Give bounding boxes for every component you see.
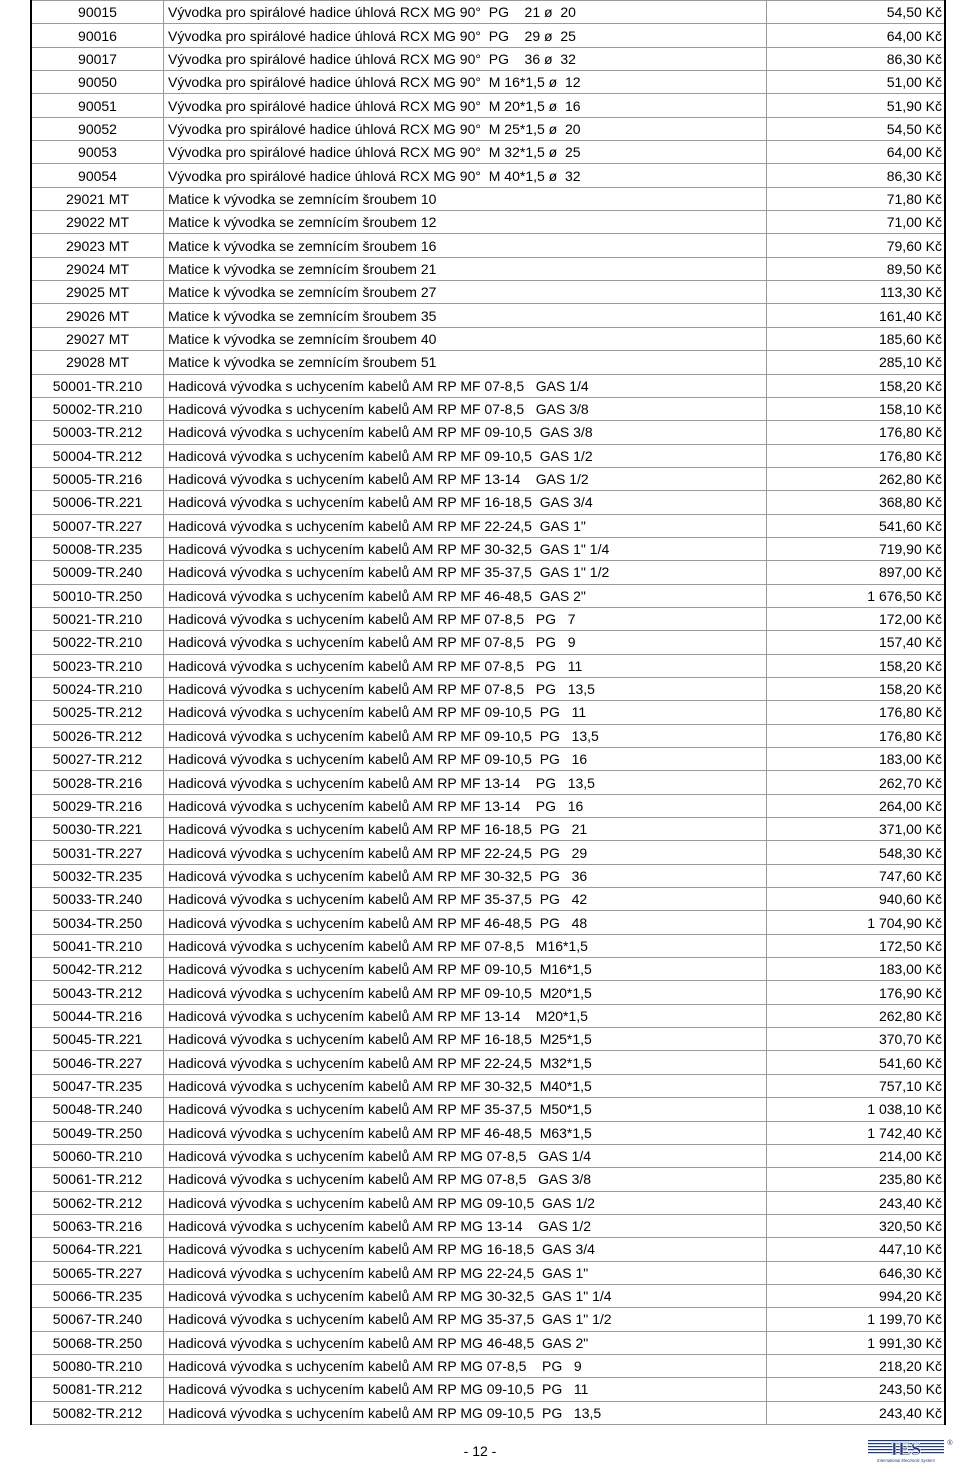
product-description: Hadicová vývodka s uchycením kabelů AM RP MF 13-14 PG 16 [164, 794, 767, 817]
product-code: 29021 MT [31, 187, 164, 210]
product-description: Hadicová vývodka s uchycením kabelů AM RP MF 35-37,5 GAS 1" 1/2 [164, 561, 767, 584]
product-description: Hadicová vývodka s uchycením kabelů AM RP MF 07-8,5 GAS 3/8 [164, 397, 767, 420]
product-description: Hadicová vývodka s uchycením kabelů AM RP MG 07-8,5 GAS 1/4 [164, 1144, 767, 1167]
product-description: Hadicová vývodka s uchycením kabelů AM RP MG 09-10,5 PG 13,5 [164, 1401, 767, 1424]
product-description: Hadicová vývodka s uchycením kabelů AM RP MF 07-8,5 M16*1,5 [164, 934, 767, 957]
product-code: 50060-TR.210 [31, 1144, 164, 1167]
product-code: 50029-TR.216 [31, 794, 164, 817]
product-description: Hadicová vývodka s uchycením kabelů AM RP MF 46-48,5 M63*1,5 [164, 1121, 767, 1144]
product-description: Hadicová vývodka s uchycením kabelů AM RP MF 09-10,5 M20*1,5 [164, 981, 767, 1004]
product-price: 71,00 Kč [767, 211, 946, 234]
product-code: 90053 [31, 141, 164, 164]
product-description: Hadicová vývodka s uchycením kabelů AM RP MF 07-8,5 PG 13,5 [164, 677, 767, 700]
product-code: 50047-TR.235 [31, 1074, 164, 1097]
logo-registered-mark: ® [947, 1440, 953, 1447]
ies-logo-icon [868, 1437, 954, 1463]
product-description: Vývodka pro spirálové hadice úhlová RCX MG 90° M 16*1,5 ø 12 [164, 71, 767, 94]
table-row [31, 537, 945, 560]
table-row [31, 1004, 945, 1027]
table-row [31, 981, 945, 1004]
product-description: Vývodka pro spirálové hadice úhlová RCX MG 90° M 25*1,5 ø 20 [164, 117, 767, 140]
product-code: 29022 MT [31, 211, 164, 234]
product-description: Hadicová vývodka s uchycením kabelů AM RP MG 07-8,5 PG 9 [164, 1354, 767, 1377]
table-row [31, 1308, 945, 1331]
table-row [31, 444, 945, 467]
product-code: 50024-TR.210 [31, 677, 164, 700]
product-price: 158,20 Kč [767, 374, 946, 397]
product-code: 29025 MT [31, 281, 164, 304]
product-description: Hadicová vývodka s uchycením kabelů AM RP MF 13-14 M20*1,5 [164, 1004, 767, 1027]
product-price: 243,50 Kč [767, 1378, 946, 1401]
table-row [31, 1401, 945, 1424]
product-description: Hadicová vývodka s uchycením kabelů AM RP MG 09-10,5 GAS 1/2 [164, 1191, 767, 1214]
price-table [30, 0, 946, 1425]
product-description: Matice k vývodka se zemnícím šroubem 51 [164, 351, 767, 374]
product-price: 176,90 Kč [767, 981, 946, 1004]
table-row [31, 818, 945, 841]
product-description: Hadicová vývodka s uchycením kabelů AM RP MF 07-8,5 PG 7 [164, 607, 767, 630]
table-row [31, 584, 945, 607]
product-price: 183,00 Kč [767, 748, 946, 771]
table-row [31, 561, 945, 584]
product-price: 64,00 Kč [767, 24, 946, 47]
product-code: 50066-TR.235 [31, 1284, 164, 1307]
product-price: 285,10 Kč [767, 351, 946, 374]
product-code: 50026-TR.212 [31, 724, 164, 747]
company-logo [868, 1437, 954, 1463]
table-row [31, 1354, 945, 1377]
product-code: 50031-TR.227 [31, 841, 164, 864]
product-description: Matice k vývodka se zemnícím šroubem 12 [164, 211, 767, 234]
product-price: 176,80 Kč [767, 421, 946, 444]
product-price: 1 676,50 Kč [767, 584, 946, 607]
product-price: 262,80 Kč [767, 1004, 946, 1027]
product-description: Hadicová vývodka s uchycením kabelů AM RP MG 46-48,5 GAS 2" [164, 1331, 767, 1354]
table-row [31, 1261, 945, 1284]
product-code: 50003-TR.212 [31, 421, 164, 444]
product-description: Hadicová vývodka s uchycením kabelů AM RP MF 35-37,5 PG 42 [164, 888, 767, 911]
product-price: 897,00 Kč [767, 561, 946, 584]
table-row [31, 1238, 945, 1261]
product-price: 1 038,10 Kč [767, 1098, 946, 1121]
product-price: 183,00 Kč [767, 958, 946, 981]
product-code: 50027-TR.212 [31, 748, 164, 771]
product-price: 113,30 Kč [767, 281, 946, 304]
product-code: 50005-TR.216 [31, 467, 164, 490]
table-row [31, 491, 945, 514]
product-code: 50043-TR.212 [31, 981, 164, 1004]
product-description: Hadicová vývodka s uchycením kabelů AM RP MF 09-10,5 GAS 1/2 [164, 444, 767, 467]
table-row [31, 864, 945, 887]
product-description: Hadicová vývodka s uchycením kabelů AM RP MF 30-32,5 GAS 1" 1/4 [164, 537, 767, 560]
product-description: Hadicová vývodka s uchycením kabelů AM RP MF 22-24,5 GAS 1" [164, 514, 767, 537]
table-row [31, 888, 945, 911]
product-code: 50045-TR.221 [31, 1028, 164, 1051]
product-description: Matice k vývodka se zemnícím šroubem 27 [164, 281, 767, 304]
table-row [31, 631, 945, 654]
table-row [31, 607, 945, 630]
product-price: 1 199,70 Kč [767, 1308, 946, 1331]
table-row [31, 748, 945, 771]
table-row [31, 117, 945, 140]
table-row [31, 514, 945, 537]
product-price: 51,00 Kč [767, 71, 946, 94]
product-code: 50025-TR.212 [31, 701, 164, 724]
product-description: Hadicová vývodka s uchycením kabelů AM RP MF 16-18,5 GAS 3/4 [164, 491, 767, 514]
product-description: Matice k vývodka se zemnícím šroubem 40 [164, 327, 767, 350]
table-row [31, 187, 945, 210]
table-row [31, 1378, 945, 1401]
product-description: Hadicová vývodka s uchycením kabelů AM RP MG 09-10,5 PG 11 [164, 1378, 767, 1401]
table-row [31, 141, 945, 164]
table-row [31, 1074, 945, 1097]
product-price: 158,20 Kč [767, 654, 946, 677]
product-description: Matice k vývodka se zemnícím šroubem 35 [164, 304, 767, 327]
product-price: 548,30 Kč [767, 841, 946, 864]
product-description: Hadicová vývodka s uchycením kabelů AM RP MF 13-14 GAS 1/2 [164, 467, 767, 490]
product-price: 371,00 Kč [767, 818, 946, 841]
product-price: 158,10 Kč [767, 397, 946, 420]
table-row [31, 934, 945, 957]
product-price: 940,60 Kč [767, 888, 946, 911]
price-table-body [31, 1, 945, 1425]
product-description: Hadicová vývodka s uchycením kabelů AM RP MF 07-8,5 PG 9 [164, 631, 767, 654]
product-description: Hadicová vývodka s uchycením kabelů AM RP MF 35-37,5 M50*1,5 [164, 1098, 767, 1121]
table-row [31, 94, 945, 117]
product-code: 29028 MT [31, 351, 164, 374]
table-row [31, 911, 945, 934]
table-row [31, 1191, 945, 1214]
product-code: 29026 MT [31, 304, 164, 327]
product-description: Hadicová vývodka s uchycením kabelů AM RP MF 16-18,5 M25*1,5 [164, 1028, 767, 1051]
product-price: 1 742,40 Kč [767, 1121, 946, 1144]
product-code: 50008-TR.235 [31, 537, 164, 560]
product-description: Hadicová vývodka s uchycením kabelů AM RP MF 09-10,5 PG 16 [164, 748, 767, 771]
product-code: 50021-TR.210 [31, 607, 164, 630]
table-row [31, 701, 945, 724]
table-row [31, 794, 945, 817]
product-description: Vývodka pro spirálové hadice úhlová RCX MG 90° PG 21 ø 20 [164, 1, 767, 24]
product-price: 994,20 Kč [767, 1284, 946, 1307]
product-description: Hadicová vývodka s uchycením kabelů AM RP MF 07-8,5 PG 11 [164, 654, 767, 677]
product-price: 243,40 Kč [767, 1191, 946, 1214]
product-code: 50034-TR.250 [31, 911, 164, 934]
product-description: Hadicová vývodka s uchycením kabelů AM RP MF 22-24,5 PG 29 [164, 841, 767, 864]
table-row [31, 1144, 945, 1167]
product-description: Hadicová vývodka s uchycením kabelů AM RP MF 09-10,5 M16*1,5 [164, 958, 767, 981]
product-code: 90050 [31, 71, 164, 94]
product-description: Vývodka pro spirálové hadice úhlová RCX MG 90° PG 36 ø 32 [164, 47, 767, 70]
product-price: 320,50 Kč [767, 1214, 946, 1237]
product-description: Hadicová vývodka s uchycením kabelů AM RP MG 35-37,5 GAS 1" 1/2 [164, 1308, 767, 1331]
logo-subtitle: International Electronic System [877, 1458, 935, 1463]
table-row [31, 281, 945, 304]
table-row [31, 841, 945, 864]
product-code: 50023-TR.210 [31, 654, 164, 677]
product-code: 50062-TR.212 [31, 1191, 164, 1214]
table-row [31, 677, 945, 700]
product-description: Hadicová vývodka s uchycením kabelů AM RP MF 30-32,5 M40*1,5 [164, 1074, 767, 1097]
product-price: 79,60 Kč [767, 234, 946, 257]
product-code: 50063-TR.216 [31, 1214, 164, 1237]
product-code: 29027 MT [31, 327, 164, 350]
product-code: 50049-TR.250 [31, 1121, 164, 1144]
product-price: 1 991,30 Kč [767, 1331, 946, 1354]
product-code: 50068-TR.250 [31, 1331, 164, 1354]
table-row [31, 374, 945, 397]
product-description: Hadicová vývodka s uchycením kabelů AM RP MF 09-10,5 GAS 3/8 [164, 421, 767, 444]
product-code: 50048-TR.240 [31, 1098, 164, 1121]
table-row [31, 211, 945, 234]
product-price: 262,70 Kč [767, 771, 946, 794]
table-row [31, 724, 945, 747]
product-price: 89,50 Kč [767, 257, 946, 280]
product-description: Vývodka pro spirálové hadice úhlová RCX MG 90° PG 29 ø 25 [164, 24, 767, 47]
product-code: 50082-TR.212 [31, 1401, 164, 1424]
table-row [31, 327, 945, 350]
product-description: Hadicová vývodka s uchycením kabelů AM RP MG 13-14 GAS 1/2 [164, 1214, 767, 1237]
product-code: 50044-TR.216 [31, 1004, 164, 1027]
product-description: Hadicová vývodka s uchycením kabelů AM RP MG 22-24,5 GAS 1" [164, 1261, 767, 1284]
product-code: 90017 [31, 47, 164, 70]
product-price: 172,50 Kč [767, 934, 946, 957]
product-code: 50067-TR.240 [31, 1308, 164, 1331]
table-row [31, 421, 945, 444]
table-row [31, 467, 945, 490]
product-code: 50002-TR.210 [31, 397, 164, 420]
product-code: 50028-TR.216 [31, 771, 164, 794]
product-price: 172,00 Kč [767, 607, 946, 630]
product-price: 719,90 Kč [767, 537, 946, 560]
logo-wordmark: IES [890, 1439, 922, 1460]
product-description: Hadicová vývodka s uchycením kabelů AM RP MF 16-18,5 PG 21 [164, 818, 767, 841]
product-code: 50081-TR.212 [31, 1378, 164, 1401]
product-code: 50010-TR.250 [31, 584, 164, 607]
product-price: 157,40 Kč [767, 631, 946, 654]
table-row [31, 351, 945, 374]
table-row [31, 47, 945, 70]
table-row [31, 24, 945, 47]
product-description: Hadicová vývodka s uchycením kabelů AM RP MF 46-48,5 PG 48 [164, 911, 767, 934]
product-code: 50030-TR.221 [31, 818, 164, 841]
product-price: 747,60 Kč [767, 864, 946, 887]
product-price: 176,80 Kč [767, 444, 946, 467]
product-code: 50061-TR.212 [31, 1168, 164, 1191]
table-row [31, 1168, 945, 1191]
table-row [31, 1121, 945, 1144]
product-price: 54,50 Kč [767, 1, 946, 24]
product-code: 50064-TR.221 [31, 1238, 164, 1261]
table-row [31, 234, 945, 257]
product-price: 368,80 Kč [767, 491, 946, 514]
product-price: 218,20 Kč [767, 1354, 946, 1377]
table-row [31, 1098, 945, 1121]
product-code: 50042-TR.212 [31, 958, 164, 981]
product-price: 86,30 Kč [767, 164, 946, 187]
product-description: Hadicová vývodka s uchycením kabelů AM RP MG 07-8,5 GAS 3/8 [164, 1168, 767, 1191]
product-description: Matice k vývodka se zemnícím šroubem 16 [164, 234, 767, 257]
product-description: Vývodka pro spirálové hadice úhlová RCX MG 90° M 20*1,5 ø 16 [164, 94, 767, 117]
product-code: 50032-TR.235 [31, 864, 164, 887]
table-row [31, 397, 945, 420]
table-row [31, 654, 945, 677]
product-price: 243,40 Kč [767, 1401, 946, 1424]
product-price: 185,60 Kč [767, 327, 946, 350]
product-code: 90051 [31, 94, 164, 117]
product-code: 50080-TR.210 [31, 1354, 164, 1377]
product-code: 50046-TR.227 [31, 1051, 164, 1074]
product-price: 541,60 Kč [767, 1051, 946, 1074]
product-code: 50007-TR.227 [31, 514, 164, 537]
product-price: 262,80 Kč [767, 467, 946, 490]
product-code: 29023 MT [31, 234, 164, 257]
product-code: 50041-TR.210 [31, 934, 164, 957]
table-row [31, 257, 945, 280]
product-description: Hadicová vývodka s uchycením kabelů AM RP MF 07-8,5 GAS 1/4 [164, 374, 767, 397]
product-description: Matice k vývodka se zemnícím šroubem 21 [164, 257, 767, 280]
product-price: 86,30 Kč [767, 47, 946, 70]
product-code: 50004-TR.212 [31, 444, 164, 467]
product-description: Hadicová vývodka s uchycením kabelů AM RP MF 30-32,5 PG 36 [164, 864, 767, 887]
product-price: 214,00 Kč [767, 1144, 946, 1167]
product-price: 235,80 Kč [767, 1168, 946, 1191]
product-description: Vývodka pro spirálové hadice úhlová RCX MG 90° M 32*1,5 ø 25 [164, 141, 767, 164]
table-row [31, 1284, 945, 1307]
product-price: 447,10 Kč [767, 1238, 946, 1261]
product-code: 50009-TR.240 [31, 561, 164, 584]
product-price: 71,80 Kč [767, 187, 946, 210]
product-price: 757,10 Kč [767, 1074, 946, 1097]
table-row [31, 1051, 945, 1074]
product-price: 541,60 Kč [767, 514, 946, 537]
product-code: 90015 [31, 1, 164, 24]
product-price: 176,80 Kč [767, 701, 946, 724]
table-row [31, 304, 945, 327]
product-description: Hadicová vývodka s uchycením kabelů AM RP MF 09-10,5 PG 11 [164, 701, 767, 724]
table-row [31, 164, 945, 187]
product-price: 646,30 Kč [767, 1261, 946, 1284]
product-description: Hadicová vývodka s uchycením kabelů AM RP MG 16-18,5 GAS 3/4 [164, 1238, 767, 1261]
table-row [31, 958, 945, 981]
product-price: 51,90 Kč [767, 94, 946, 117]
product-price: 1 704,90 Kč [767, 911, 946, 934]
product-price: 161,40 Kč [767, 304, 946, 327]
product-price: 264,00 Kč [767, 794, 946, 817]
table-row [31, 1028, 945, 1051]
product-description: Hadicová vývodka s uchycením kabelů AM RP MF 13-14 PG 13,5 [164, 771, 767, 794]
product-description: Hadicová vývodka s uchycením kabelů AM RP MG 30-32,5 GAS 1" 1/4 [164, 1284, 767, 1307]
product-code: 50006-TR.221 [31, 491, 164, 514]
product-price: 158,20 Kč [767, 677, 946, 700]
product-price: 64,00 Kč [767, 141, 946, 164]
product-code: 90016 [31, 24, 164, 47]
product-description: Matice k vývodka se zemnícím šroubem 10 [164, 187, 767, 210]
product-price: 54,50 Kč [767, 117, 946, 140]
product-code: 90052 [31, 117, 164, 140]
table-row [31, 71, 945, 94]
product-price: 176,80 Kč [767, 724, 946, 747]
product-code: 50022-TR.210 [31, 631, 164, 654]
table-row [31, 1331, 945, 1354]
table-row [31, 1214, 945, 1237]
table-row [31, 1, 945, 24]
table-row [31, 771, 945, 794]
product-price: 370,70 Kč [767, 1028, 946, 1051]
product-code: 50065-TR.227 [31, 1261, 164, 1284]
product-code: 29024 MT [31, 257, 164, 280]
product-code: 90054 [31, 164, 164, 187]
page-number: - 12 - [463, 1443, 497, 1459]
product-code: 50033-TR.240 [31, 888, 164, 911]
product-description: Hadicová vývodka s uchycením kabelů AM RP MF 09-10,5 PG 13,5 [164, 724, 767, 747]
product-code: 50001-TR.210 [31, 374, 164, 397]
product-description: Vývodka pro spirálové hadice úhlová RCX MG 90° M 40*1,5 ø 32 [164, 164, 767, 187]
product-description: Hadicová vývodka s uchycením kabelů AM RP MF 46-48,5 GAS 2" [164, 584, 767, 607]
product-description: Hadicová vývodka s uchycením kabelů AM RP MF 22-24,5 M32*1,5 [164, 1051, 767, 1074]
